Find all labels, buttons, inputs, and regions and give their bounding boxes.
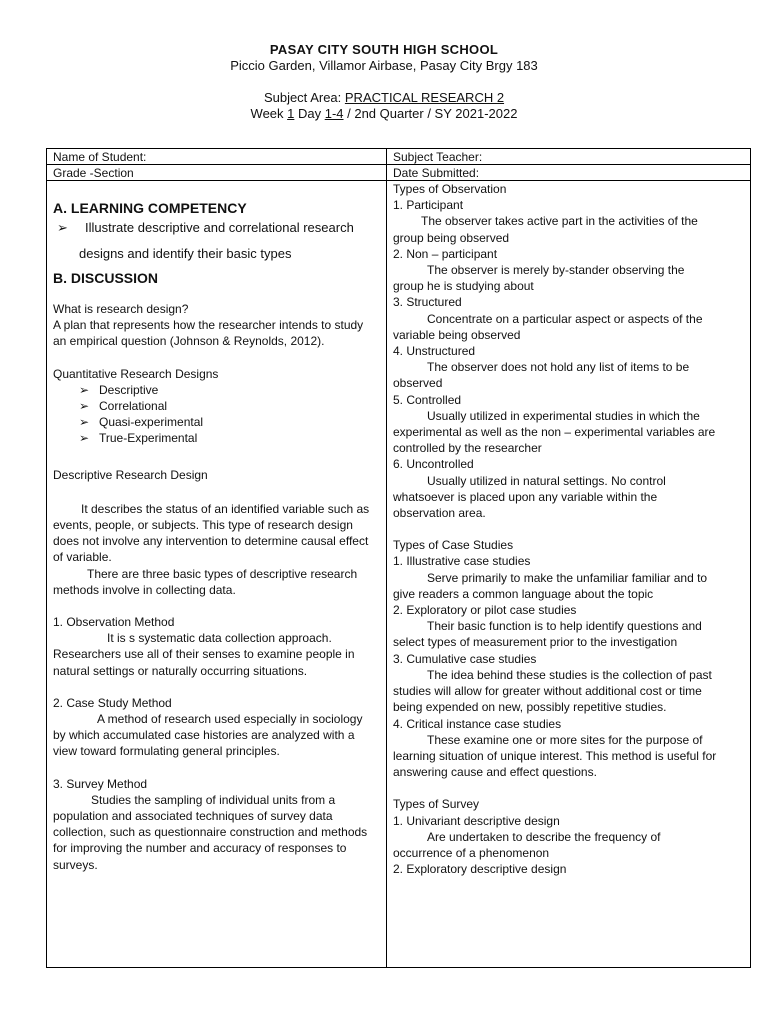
case-study-method-text: A method of research used especially in sociology by which accumulated case histories are analyzed with a view toward formulating general principles. [53,712,363,759]
observation-type-title: 4. Unstructured [393,344,476,359]
case-study-type-text: The idea behind these studies is the collection of past studies will allow for greater without additional cost or time being expended on new, possibly repetitive studies. [393,667,712,715]
learning-competency-heading: A. LEARNING COMPETENCY [53,200,247,216]
subject-area-line: Subject Area: PRACTICAL RESEARCH 2 [263,90,505,105]
quant-item: ➢ Descriptive [79,382,159,397]
case-study-types-heading: Types of Case Studies [393,538,514,553]
arrow-bullet-icon: ➢ [57,220,68,235]
quantitative-designs-heading: Quantitative Research Designs [53,366,219,381]
observation-types-heading: Types of Observation [393,182,507,196]
survey-method-title: 3. Survey Method [53,776,148,791]
observation-type-text: Usually utilized in experimental studies in which the experimental as well as the non – experimental variables are controlled by the researcher [393,408,716,456]
right-column [393,181,717,877]
observation-method-text: It is s systematic data collection approach. Researchers use all of their senses to examine people in natural settings or naturally occurring situations. [53,631,355,678]
descriptive-paragraph-2: There are three basic types of descriptive research methods involve in collecting data. [53,566,358,597]
quant-item: ➢ True-Experimental [79,431,198,446]
case-study-type-title: 1. Illustrative case studies [393,554,531,569]
column-divider [386,149,387,967]
observation-type-title: 6. Uncontrolled [393,457,474,472]
name-of-student-label: Name of Student: [53,150,147,164]
week-line: Week 1 Day 1-4 / 2nd Quarter / SY 2021-2022 [250,106,518,121]
week-number: 1 [287,106,295,121]
date-submitted-label: Date Submitted: [393,166,480,180]
quant-item: ➢ Quasi-experimental [79,415,204,430]
observation-type-text: Usually utilized in natural settings. No control whatsoever is placed upon any variable within the observation area. [393,473,666,521]
survey-method-text: Studies the sampling of individual units from a population and associated techniques of survey data collection, such as questionnaire construction and methods for improving the number and accuracy of responses to surveys. [53,792,368,872]
survey-type-title: 1. Univariant descriptive design [393,813,560,828]
case-study-type-title: 2. Exploratory or pilot case studies [393,603,577,618]
observation-type-text: The observer does not hold any list of items to be observed [393,360,690,391]
case-study-method-title: 2. Case Study Method [53,695,172,710]
subject-teacher-label: Subject Teacher: [393,150,483,164]
worksheet-table [46,148,751,968]
discussion-heading: B. DISCUSSION [53,270,159,286]
case-study-type-text: Serve primarily to make the unfamiliar familiar and to give readers a common language about the topic [393,570,708,601]
competency-item: ➢ Illustrate descriptive and correlational research designs and identify their basic types [53,215,377,267]
survey-type-text: Are undertaken to describe the frequency of occurrence of a phenomenon [393,829,661,860]
observation-method-title: 1. Observation Method [53,615,175,630]
observation-type-text: Concentrate on a particular aspect or aspects of the variable being observed [393,311,703,342]
observation-type-title: 5. Controlled [393,392,462,407]
arrow-bullet-icon: ➢ [79,399,90,414]
research-design-answer: A plan that represents how the researcher intends to study an empirical question (Johnson & Reynolds, 2012). [53,318,364,349]
observation-type-title: 1. Participant [393,198,464,213]
observation-type-title: 2. Non – participant [393,246,498,261]
case-study-type-text: Their basic function is to help identify questions and select types of measurement prior to the investigation [393,619,702,650]
school-address: Piccio Garden, Villamor Airbase, Pasay City Brgy 183 [230,58,538,73]
arrow-bullet-icon: ➢ [79,415,90,430]
case-study-type-text: These examine one or more sites for the purpose of learning situation of unique interest. This method is useful for answering cause and effect questions. [393,732,717,780]
observation-type-text: The observer is merely by-stander observing the group he is studying about [393,263,685,294]
survey-type-title: 2. Exploratory descriptive design [393,862,567,877]
case-study-type-title: 4. Critical instance case studies [393,716,562,731]
document-header [0,42,768,122]
school-name: PASAY CITY SOUTH HIGH SCHOOL [269,42,499,57]
observation-type-text: The observer takes active part in the activities of the group being observed [393,214,698,245]
arrow-bullet-icon: ➢ [79,431,90,446]
survey-types-heading: Types of Survey [393,797,480,812]
descriptive-design-heading: Descriptive Research Design [53,467,208,482]
case-study-type-title: 3. Cumulative case studies [393,651,537,666]
left-column [53,199,377,873]
day-range: 1-4 [324,106,344,121]
subject-area: PRACTICAL RESEARCH 2 [344,90,505,105]
arrow-bullet-icon: ➢ [79,382,90,397]
observation-type-title: 3. Structured [393,295,462,310]
descriptive-paragraph-1: It describes the status of an identified variable such as events, people, or subjects. This type of research design does not involve any intervention to determine causal effect of variable. [53,501,370,565]
grade-section-label: Grade -Section [53,166,134,180]
quant-item: ➢ Correlational [79,399,168,414]
research-design-question: What is research design? [53,302,189,316]
